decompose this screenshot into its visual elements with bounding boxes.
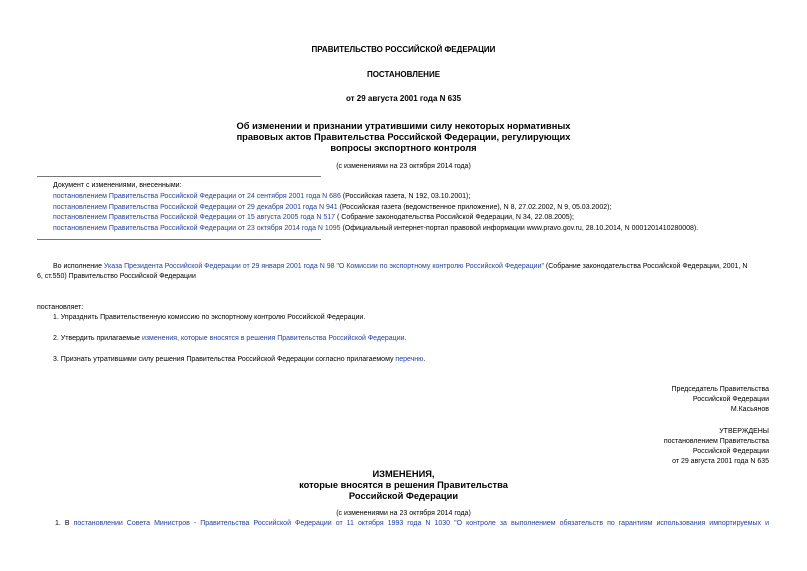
changes-heading-line-1: ИЗМЕНЕНИЯ, [372,469,435,479]
edition-note: (с изменениями на 23 октября 2014 года) [336,163,471,170]
approval-title: УТВЕРЖДЕНЫ [719,428,769,435]
preamble-line-1 [53,262,747,272]
point-1: 1. Упразднить Правительственную комиссию по экспортному контролю Российской Федерации. [53,314,366,321]
amendment-source: ( Собрание законодательства Российской Федерации, N 34, 22.08.2005); [335,214,574,221]
divider-bottom [37,239,321,240]
document-title-line-3: вопросы экспортного контроля [330,143,477,153]
changes-link[interactable]: изменения, которые вносятся в решения Правительства Российской Федерации [141,335,405,342]
amendment-source: (Российская газета (ведомственное приложение), N 8, 27.02.2002, N 9, 05.03.2002); [337,204,612,211]
amendment-list-item [53,192,470,202]
point-3 [53,355,425,365]
signature-name: М.Касьянов [730,406,769,413]
amendment-source: (Официальный интернет-портал правовой информации www.pravo.gov.ru, 28.10.2014, N 0001201410280008). [340,225,699,232]
amendment-link[interactable]: постановлением Правительства Российской Федерации от 29 декабря 2001 года N 941 [53,204,338,211]
amendment-link[interactable]: постановлением Правительства Российской Федерации от 23 октября 2014 года N 1095 [53,225,341,232]
amendment-list-item [53,224,698,234]
approval-line-3: Российской Федерации [692,448,769,455]
point-2 [53,334,406,344]
approval-block [664,427,769,467]
government-heading: ПРАВИТЕЛЬСТВО РОССИЙСКОЙ ФЕДЕРАЦИИ [311,45,496,54]
point-2-text: 2. Утвердить прилагаемые [53,335,142,342]
changes-heading-line-3: Российской Федерации [348,491,459,501]
changes-intro: Документ с изменениями, внесенными: [53,182,182,189]
document-title-line-2: правовых актов Правительства Российской Федерации, регулирующих [236,132,571,142]
list-link[interactable]: перечню [395,356,424,363]
preamble-prefix: Во исполнение [53,263,104,270]
point-3-end: . [423,356,426,363]
point-3-text: 3. Признать утратившими силу решения Правительства Российской Федерации согласно прилагаемому [53,356,396,363]
document-date-number: от 29 августа 2001 года N 635 [345,94,462,103]
signature-title: Председатель Правительства [671,386,769,393]
signature-block [672,385,769,415]
preamble-line-2: 6, ст.550) Правительство Российской Федерации [37,273,196,280]
decree-link[interactable]: Указа Президента Российской Федерации от 29 января 2001 года N 98 "О Комиссии по экспортному контролю Российской Федерации" [103,263,544,270]
resolution-link[interactable]: постановлении Совета Министров - Правительства Российской Федерации от 11 октября 1993 года N 1030 "О контроле за выполнением обязательств по гарантиям использования импортируемых и [73,520,769,527]
amendment-list-item [53,203,611,213]
amendment-link[interactable]: постановлением Правительства Российской Федерации от 24 сентября 2001 года N 686 [53,193,341,200]
document-type-heading: ПОСТАНОВЛЕНИЕ [366,70,441,79]
change-item-1 [55,519,769,529]
divider-top [37,176,321,177]
point-2-end: . [404,335,407,342]
changes-heading-line-2: которые вносятся в решения Правительства [299,480,508,490]
amendment-source: (Российская газета, N 192, 03.10.2001); [340,193,471,200]
document-title-line-1: Об изменении и признании утратившими силу некоторых нормативных [236,121,571,131]
changes-edition-note: (с изменениями на 23 октября 2014 года) [336,510,471,517]
preamble-source: (Собрание законодательства Российской Федерации, 2001, N [543,263,748,270]
amendment-link[interactable]: постановлением Правительства Российской Федерации от 15 августа 2005 года N 517 [53,214,336,221]
approval-line-4: от 29 августа 2001 года N 635 [672,458,769,465]
amendment-list-item [53,213,574,223]
item-1-prefix: 1. В [55,520,74,527]
approval-line-2: постановлением Правительства [663,438,769,445]
decides-label: постановляет: [37,304,84,311]
signature-org: Российской Федерации [692,396,769,403]
